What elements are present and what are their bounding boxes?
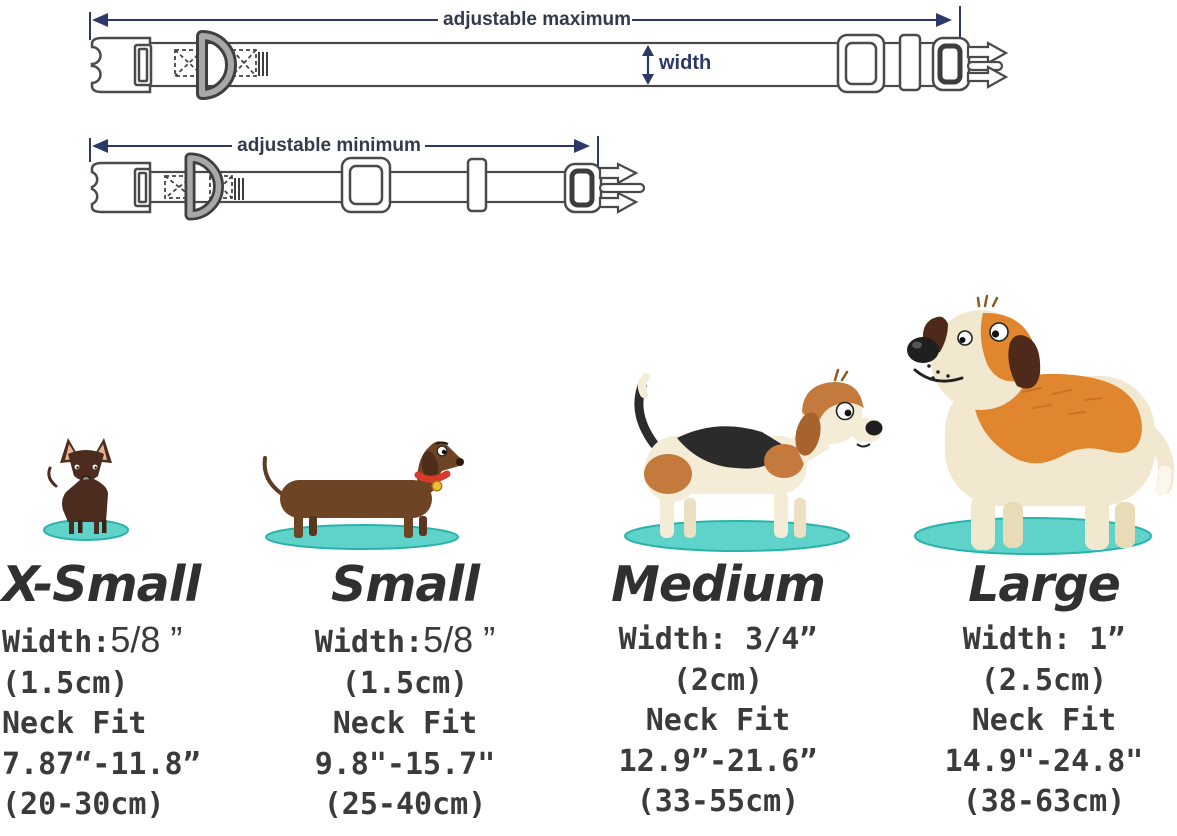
adjustable-maximum-label: adjustable maximum — [443, 9, 631, 30]
neck-fit-metric: (38-63cm) — [962, 784, 1126, 819]
buckle-male-icon — [933, 38, 1006, 90]
puddle — [625, 521, 849, 551]
neck-fit-label: Neck Fit — [332, 706, 478, 741]
size-title-small: Small — [330, 556, 479, 613]
buckle-female-icon — [92, 38, 151, 92]
width-line: Width:5/8 ” — [314, 619, 496, 660]
width-metric-line: (2cm) — [672, 662, 764, 698]
size-column-large — [916, 550, 1172, 823]
size-column-small — [285, 550, 525, 826]
neck-fit-label: Neck Fit — [2, 706, 147, 741]
neck-fit-metric: (20-30cm) — [2, 787, 165, 822]
width-metric-line: (1.5cm) — [341, 665, 469, 701]
width-line: Width: 1” — [962, 622, 1126, 657]
width-line: Width: 3/4” — [618, 622, 818, 657]
neck-fit-range: 7.87“-11.8” — [2, 746, 201, 782]
size-column-x-small — [2, 550, 247, 826]
width-metric-line: (2.5cm) — [980, 662, 1108, 698]
neck-fit-label: Neck Fit — [645, 703, 791, 738]
width-line: Width:5/8 ” — [2, 619, 183, 660]
beagle-illustration — [602, 356, 892, 556]
neck-fit-metric: (25-40cm) — [323, 787, 487, 822]
keeper-icon — [468, 159, 486, 211]
slider-icon — [838, 35, 884, 92]
width-annotation-label: width — [659, 52, 712, 74]
width-metric-line: (1.5cm) — [2, 665, 129, 701]
buckle-male-icon — [565, 164, 644, 212]
neck-fit-range: 12.9”-21.6” — [618, 743, 818, 779]
saint-bernard-illustration — [893, 288, 1177, 560]
size-title-large: Large — [968, 556, 1120, 613]
size-title-x-small: X-Small — [2, 556, 201, 613]
slider-icon — [342, 158, 390, 212]
collar-strap — [150, 43, 940, 86]
neck-fit-label: Neck Fit — [971, 703, 1117, 738]
puddle — [44, 520, 128, 540]
dachshund-illustration — [258, 422, 466, 552]
buckle-female-icon — [92, 163, 150, 212]
size-column-medium — [590, 550, 846, 823]
adjustable-minimum-label: adjustable minimum — [237, 135, 421, 156]
keeper-icon — [900, 35, 920, 90]
neck-fit-range: 9.8"-15.7" — [314, 746, 496, 782]
size-title-medium: Medium — [611, 556, 825, 613]
chihuahua-illustration — [38, 434, 133, 542]
neck-fit-range: 14.9"-24.8" — [944, 743, 1144, 779]
neck-fit-metric: (33-55cm) — [636, 784, 800, 819]
